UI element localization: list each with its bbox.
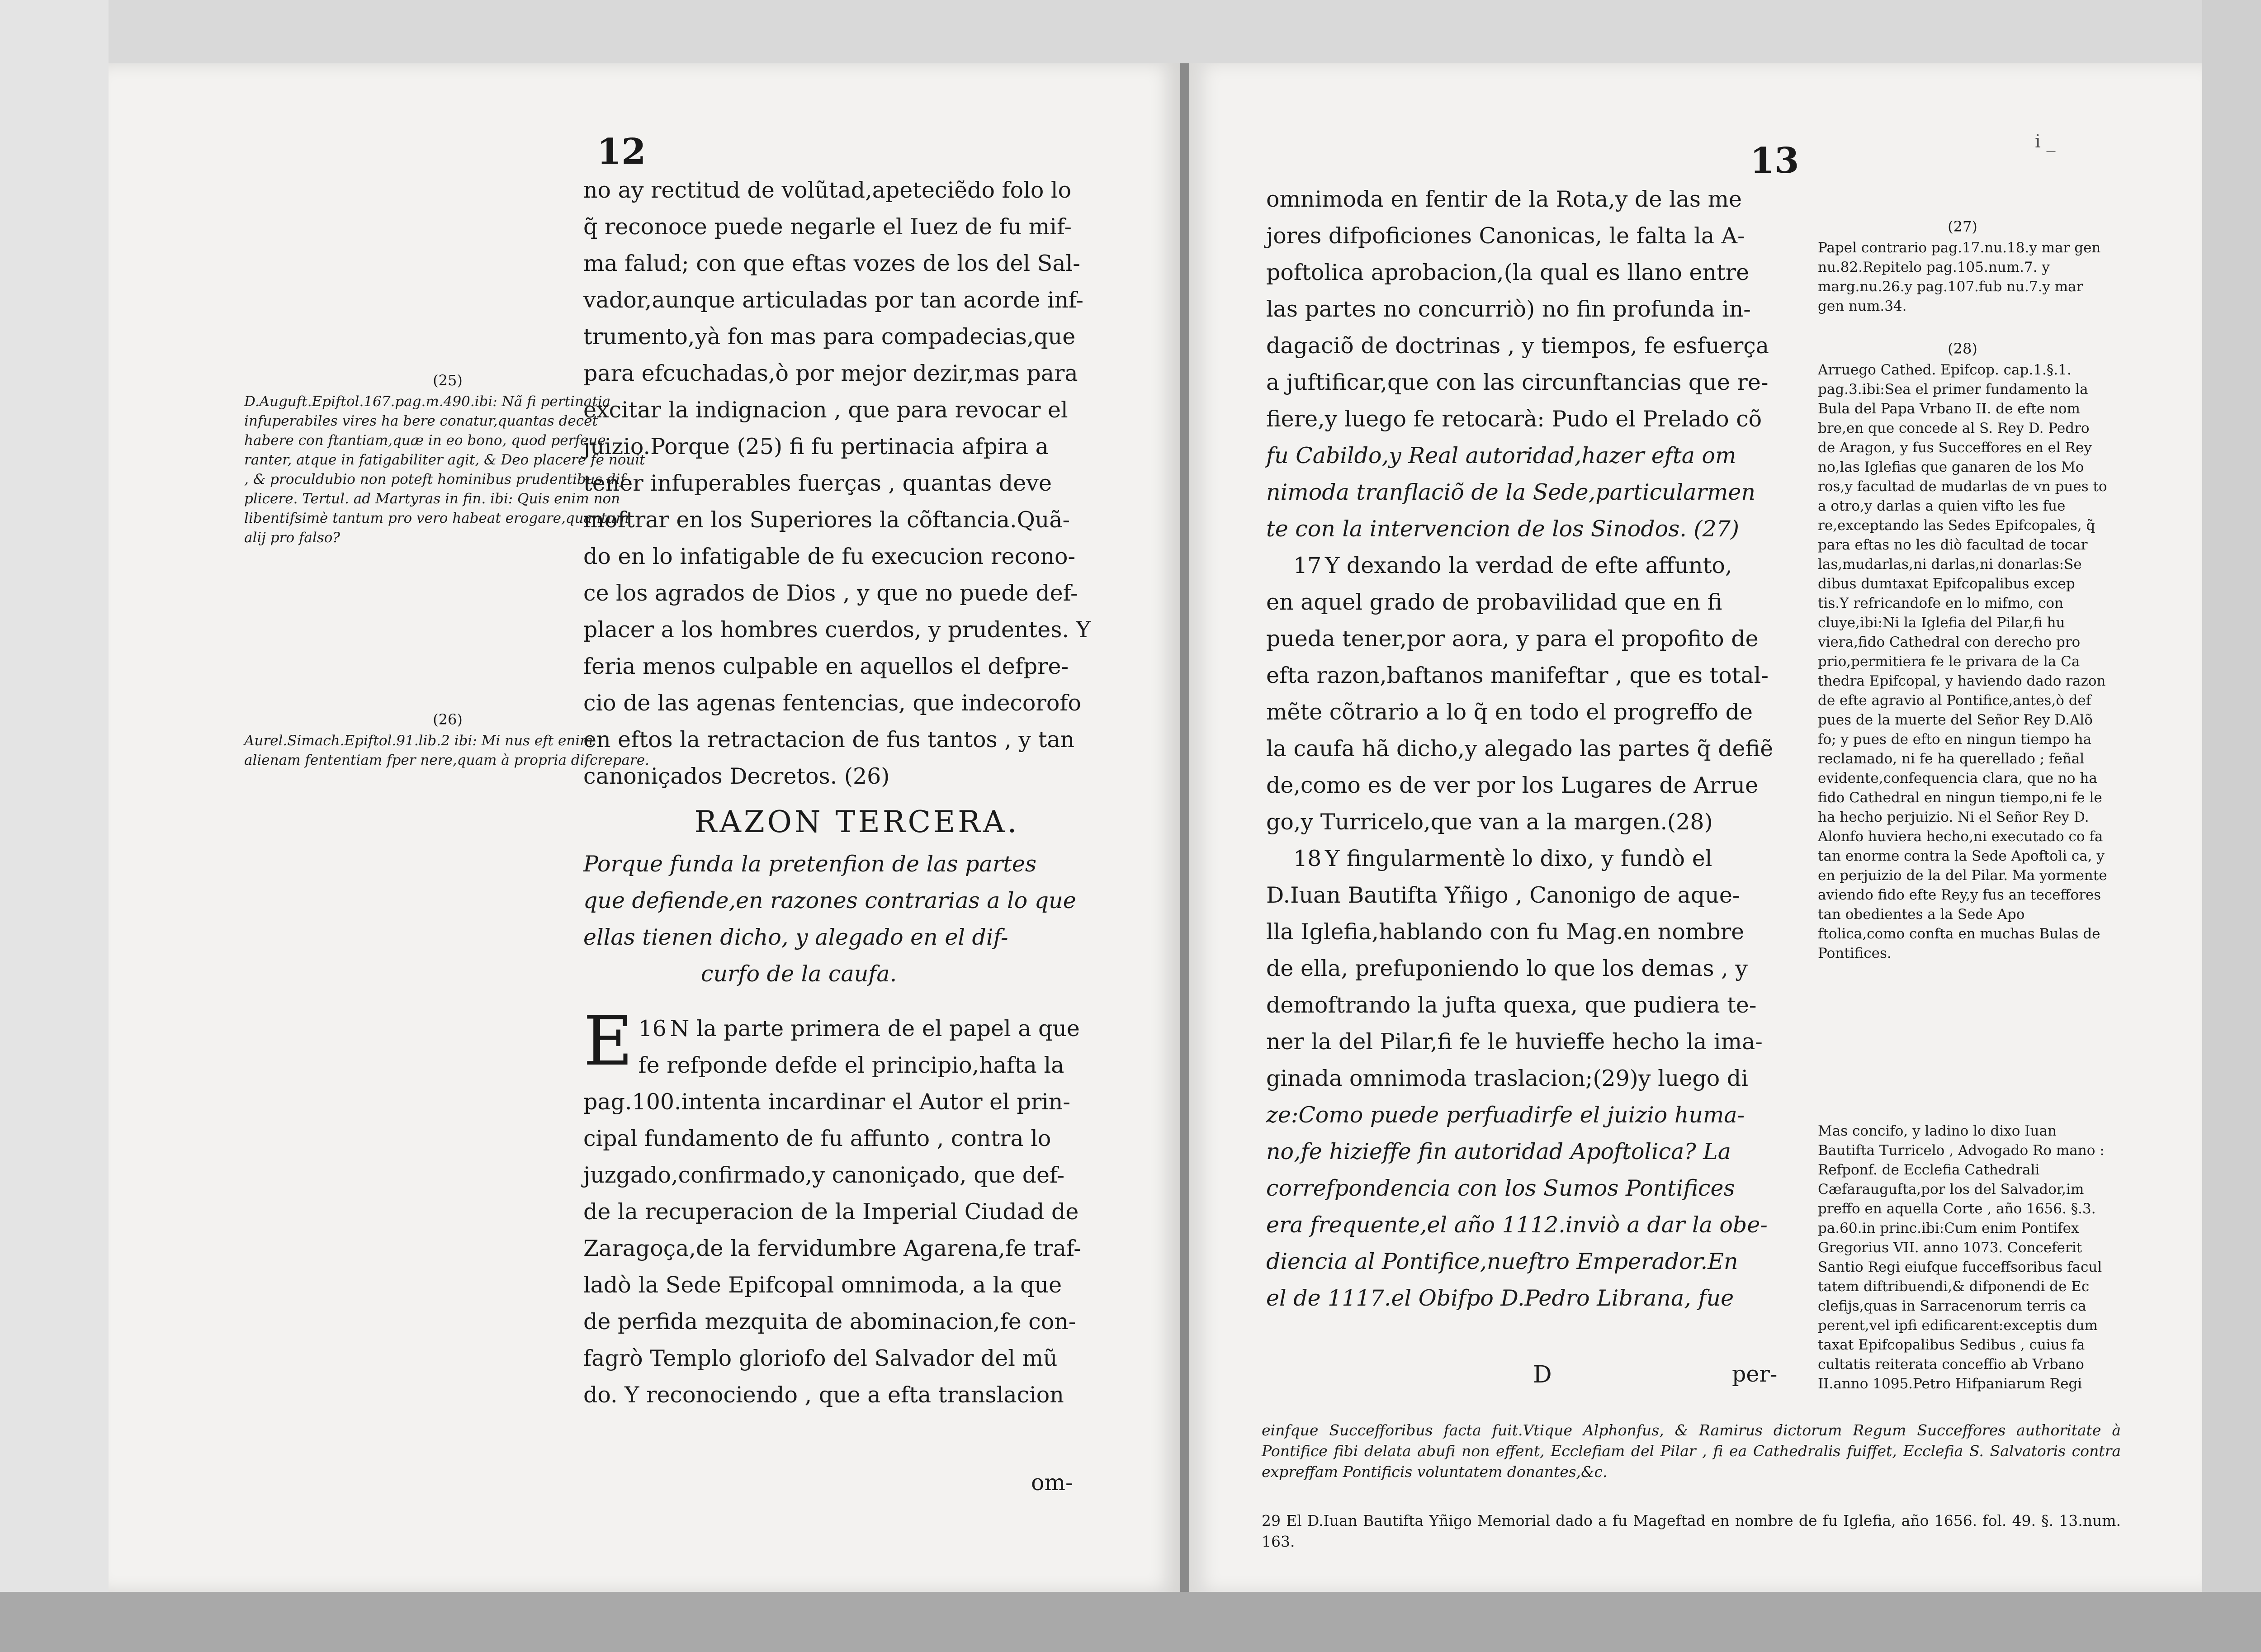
text-line: juzgado,confirmado,y canoniçado, que def- <box>583 1162 1065 1188</box>
text-line: do en lo infatigable de fu execucion recono- <box>583 544 1076 569</box>
section-number: 17 <box>1293 553 1322 578</box>
paragraph-17 <box>1266 547 1809 840</box>
text-line: te con la intervencion de los Sinodos. (27) <box>1266 516 1740 542</box>
margin-note-number: (25) <box>433 372 463 389</box>
section-number: 18 <box>1293 846 1322 871</box>
signature-mark: D <box>1533 1361 1552 1388</box>
thesis-line: ellas tienen dicho, y alegado en el dif- <box>583 924 1008 950</box>
left-page <box>109 63 1180 1592</box>
margin-note-number: (26) <box>433 711 463 728</box>
text-line: cio de las agenas fentencias, que indecorofo <box>583 690 1081 716</box>
text-line: diencia al Pontifice,nueftro Emperador.En <box>1266 1249 1738 1274</box>
text-line: N la parte primera de el papel a que <box>670 1016 1080 1041</box>
text-line: de,como es de ver por los Lugares de Arrue <box>1266 772 1759 798</box>
text-line: dagaciõ de doctrinas , y tiempos, fe esfuerça <box>1266 333 1769 359</box>
margin-note-28 <box>1818 339 2107 963</box>
text-line: en aquel grado de probavilidad que en fi <box>1266 589 1722 615</box>
text-line: ze:Como puede perfuadirfe el juizio huma- <box>1266 1102 1745 1128</box>
text-line: correfpondencia con los Sumos Pontifices <box>1266 1175 1735 1201</box>
right-page <box>1189 63 2202 1592</box>
text-line: para efcuchadas,ò por mejor dezir,mas para <box>583 360 1078 386</box>
section-heading: RAZON TERCERA. <box>694 805 1020 839</box>
text-line: omnimoda en fentir de la Rota,y de las me <box>1266 186 1742 212</box>
thesis-line: curfo de la caufa. <box>701 961 897 987</box>
text-line: pueda tener,por aora, y para el propofito de <box>1266 626 1759 652</box>
paragraph-18 <box>1266 840 1809 1316</box>
text-line: poftolica aprobacion,(la qual es llano entre <box>1266 260 1750 285</box>
text-line: efta razon,baftanos manifeftar , que es total- <box>1266 663 1769 688</box>
background-right-edge <box>2202 0 2261 1652</box>
text-line: nimoda tranflaciõ de la Sede,particularmen <box>1266 479 1755 505</box>
text-line: q̃ reconoce puede negarle el Iuez de fu mif- <box>583 214 1072 240</box>
book-bottom-edge <box>0 1592 2261 1652</box>
text-line: ce los agrados de Dios , y que no puede def- <box>583 580 1078 606</box>
left-main-text <box>583 172 1130 1413</box>
text-line: era frequente,el año 1112.inviò a dar la obe- <box>1266 1212 1768 1238</box>
right-main-text <box>1266 181 1809 1316</box>
margin-note-text: Mas concifo, y ladino lo dixo Iuan Bautifta Turricelo , Advogado Ro mano : Refponf. de Ecclefia Cathedrali Cæfaraugufta,por los del Salvador,im preffo en aquella Corte , año 1656. §.3. pa.60.in princ.ibi:Cum enim Pontifex Gregorius VII. anno 1073. Conceferit Santio Regi eiufque fucceffsoribus facul tatem diftribuendi,& difponendi de Ec clefijs,quas in Sarracenorum terris ca perent,vel ipfi edificarent:exceptis dum taxat Epifcopalibus Sedibus , cuius fa cultatis reiterata conceffio ab Vrbano II.anno 1095.Petro Hifpaniarum Regi <box>1818 1123 2105 1392</box>
margin-note-text: Papel contrario pag.17.nu.18.y mar gen nu.82.Repitelo pag.105.num.7. y marg.nu.26.y pag.107.fub nu.7.y mar gen num.34. <box>1818 240 2101 314</box>
margin-note-number: (27) <box>1948 218 1977 235</box>
text-line: en eftos la retractacion de fus tantos , y tan <box>583 727 1075 753</box>
text-line: excitar la indignacion , que para revocar el <box>583 397 1068 423</box>
catchword-left: om- <box>1031 1470 1073 1496</box>
text-line: demoftrando la jufta quexa, que pudiera te- <box>1266 992 1757 1018</box>
margin-note-27 <box>1818 217 2107 316</box>
page-number-left: 12 <box>597 131 646 172</box>
drop-cap: E <box>583 1002 633 1081</box>
text-line: D.Iuan Bautifta Yñigo , Canonigo de aque- <box>1266 882 1740 908</box>
stray-mark: i _ <box>2035 131 2056 152</box>
text-line: de la recuperacion de la Imperial Ciudad de <box>583 1199 1079 1225</box>
thesis-line: Porque funda la pretenfion de las partes <box>583 851 1037 877</box>
text-line: cipal fundamento de fu affunto , contra lo <box>583 1126 1051 1151</box>
text-line: feria menos culpable en aquellos el defpre- <box>583 653 1069 679</box>
text-line: trumento,yà fon mas para compadecias,que <box>583 324 1076 350</box>
text-line: fe refponde defde el principio,hafta la <box>638 1052 1064 1078</box>
text-line: de ella, prefuponiendo lo que los demas , y <box>1266 956 1748 981</box>
text-line: fu Cabildo,y Real autoridad,hazer efta om <box>1266 443 1736 469</box>
text-line: el de 1117.el Obifpo D.Pedro Librana, fue <box>1266 1285 1734 1311</box>
text-line: tener infuperables fuerças , quantas deve <box>583 470 1052 496</box>
margin-note-turricelo <box>1818 1122 2107 1394</box>
section-number: 16 <box>638 1016 667 1041</box>
text-line: jores difpoficiones Canonicas, le falta la A- <box>1266 223 1745 249</box>
text-line: no,fe hizieffe fin autoridad Apoftolica? La <box>1266 1139 1731 1164</box>
footnote-continuation: einfque Succefforibus facta fuit.Vtique Alphonfus, & Ramirus dictorum Regum Succeffores authoritate à Pontifice fibi delata abufi non effent, Ecclefiam del Pilar , fi ea Cathedralis fuiffet, Ecclefia S. Salvatoris contra expreffam Pontificis voluntatem donantes,&c. <box>1262 1421 2121 1481</box>
text-line: fiere,y luego fe retocarà: Pudo el Prelado cõ <box>1266 406 1762 432</box>
text-line: las partes no concurriò) no fin profunda in- <box>1266 296 1751 322</box>
text-line: vador,aunque articuladas por tan acorde inf- <box>583 287 1083 313</box>
text-line: do. Y reconociendo , que a efta translacion <box>583 1382 1064 1408</box>
text-line: moftrar en los Superiores la cõftancia.Quã- <box>583 507 1070 533</box>
text-line: juizio.Porque (25) fi fu pertinacia afpira a <box>583 434 1049 459</box>
text-line: lla Iglefia,hablando con fu Mag.en nombre <box>1266 919 1745 945</box>
text-line: de perfida mezquita de abominacion,fe con- <box>583 1309 1076 1335</box>
paragraph-16 <box>583 1002 1130 1413</box>
catchword-right: per- <box>1732 1361 1778 1387</box>
margin-note-number: (28) <box>1948 340 1977 357</box>
text-line: go,y Turricelo,que van a la margen.(28) <box>1266 809 1713 835</box>
text-line: pag.100.intenta incardinar el Autor el prin- <box>583 1089 1070 1115</box>
text-line: mẽte cõtrario a lo q̃ en todo el progreffo de <box>1266 699 1753 725</box>
text-line: Y fingularmentè lo dixo, y fundò el <box>1325 846 1712 871</box>
text-line: ladò la Sede Epifcopal omnimoda, a la que <box>583 1272 1062 1298</box>
text-line: Zaragoça,de la fervidumbre Agarena,fe traf- <box>583 1235 1081 1261</box>
margin-note-text: Arruego Cathed. Epifcop. cap.1.§.1. pag.3.ibi:Sea el primer fundamento la Bula del Papa Vrbano II. de efte nom bre,en que concede al S. Rey D. Pedro de Aragon, y fus Succeffores en el Rey no,las Iglefias que ganaren de los Mo ros,y facultad de mudarlas de vn pues to a otro,y darlas a quien vifto les fue re,exceptando las Sedes Epifcopales, q̃ para eftas no les diò facultad de tocar las,mudarlas,ni darlas,ni donarlas:Se dibus dumtaxat Epifcopalibus excep tis.Y refricandofe en lo mifmo, con cluye,ibi:Ni la Iglefia del Pilar,fi hu viera,fido Cathedral con derecho pro prio,permitiera fe le privara de la Ca thedra Epifcopal, y haviendo dado razon de efte agravio al Pontifice,antes,ò def pues de la muerte del Señor Rey D.Alõ fo; y pues de efto en ningun tiempo ha reclamado, ni fe ha querellado ; feñal evidente,confequencia clara, que no ha fido Cathedral en ningun tiempo,ni fe le ha hecho perjuizio. Ni el Señor Rey D. Alonfo huviera hecho,ni executado co fa tan enorme contra la Sede Apoftoli ca, y en perjuizio de la del Pilar. Ma yormente aviendo fido efte Rey,y fus an teceffores tan obedientes a la Sede Apo ftolica,como confta en muchas Bulas de Pontifices. <box>1818 362 2107 961</box>
text-line: ginada omnimoda traslacion;(29)y luego di <box>1266 1065 1748 1091</box>
margin-note-text: Aurel.Simach.Epiftol.91.lib.2 ibi: Mi nus eft enim alienam fententiam fper nere,quam à propria difcrepare. <box>244 733 649 768</box>
text-line: a juftificar,que con las circunftancias que re- <box>1266 369 1769 395</box>
text-line: ma falud; con que eftas vozes de los del Sal- <box>583 251 1080 276</box>
text-line: la caufa hã dicho,y alegado las partes q̃ defiẽ <box>1266 736 1774 762</box>
text-line: placer a los hombres cuerdos, y prudentes. Y <box>583 617 1091 643</box>
footnote-29: 29 El D.Iuan Bautifta Yñigo Memorial dado a fu Mageftad en nombre de fu Iglefia, año 1656. fol. 49. §. 13.num. 163. <box>1262 1512 2121 1550</box>
background-left-edge <box>0 0 109 1652</box>
text-line: no ay rectitud de volũtad,apeteciẽdo folo lo <box>583 177 1072 203</box>
text-line: ner la del Pilar,fi fe le huvieffe hecho la ima- <box>1266 1029 1763 1055</box>
book-top-edge <box>109 0 2202 63</box>
margin-note-text: D.Auguft.Epiftol.167.pag.m.490.ibi: Nã fi pertinatia infuperabiles vires ha bere conatur,quantas decet habere con ftantiam,quæ in eo bono, quod perfeue ranter, atque in fatigabiliter agit, & Deo placere fe nouit , & proculdubio non poteft hominibus prudentibus dif plicere. Tertul. ad Martyras in fin. ibi: Quis enim non libentifsimè tantum pro vero habeat erogare,quantum alij pro falso? <box>244 393 645 546</box>
text-line: fagrò Templo gloriofo del Salvador del mũ <box>583 1345 1058 1371</box>
page-number-right: 13 <box>1750 140 1799 181</box>
text-line: Y dexando la verdad de efte affunto, <box>1325 553 1732 578</box>
book-gutter <box>1180 63 1189 1592</box>
thesis-line: que defiende,en razones contrarias a lo que <box>583 888 1076 914</box>
text-line: canoniçados Decretos. (26) <box>583 763 890 789</box>
